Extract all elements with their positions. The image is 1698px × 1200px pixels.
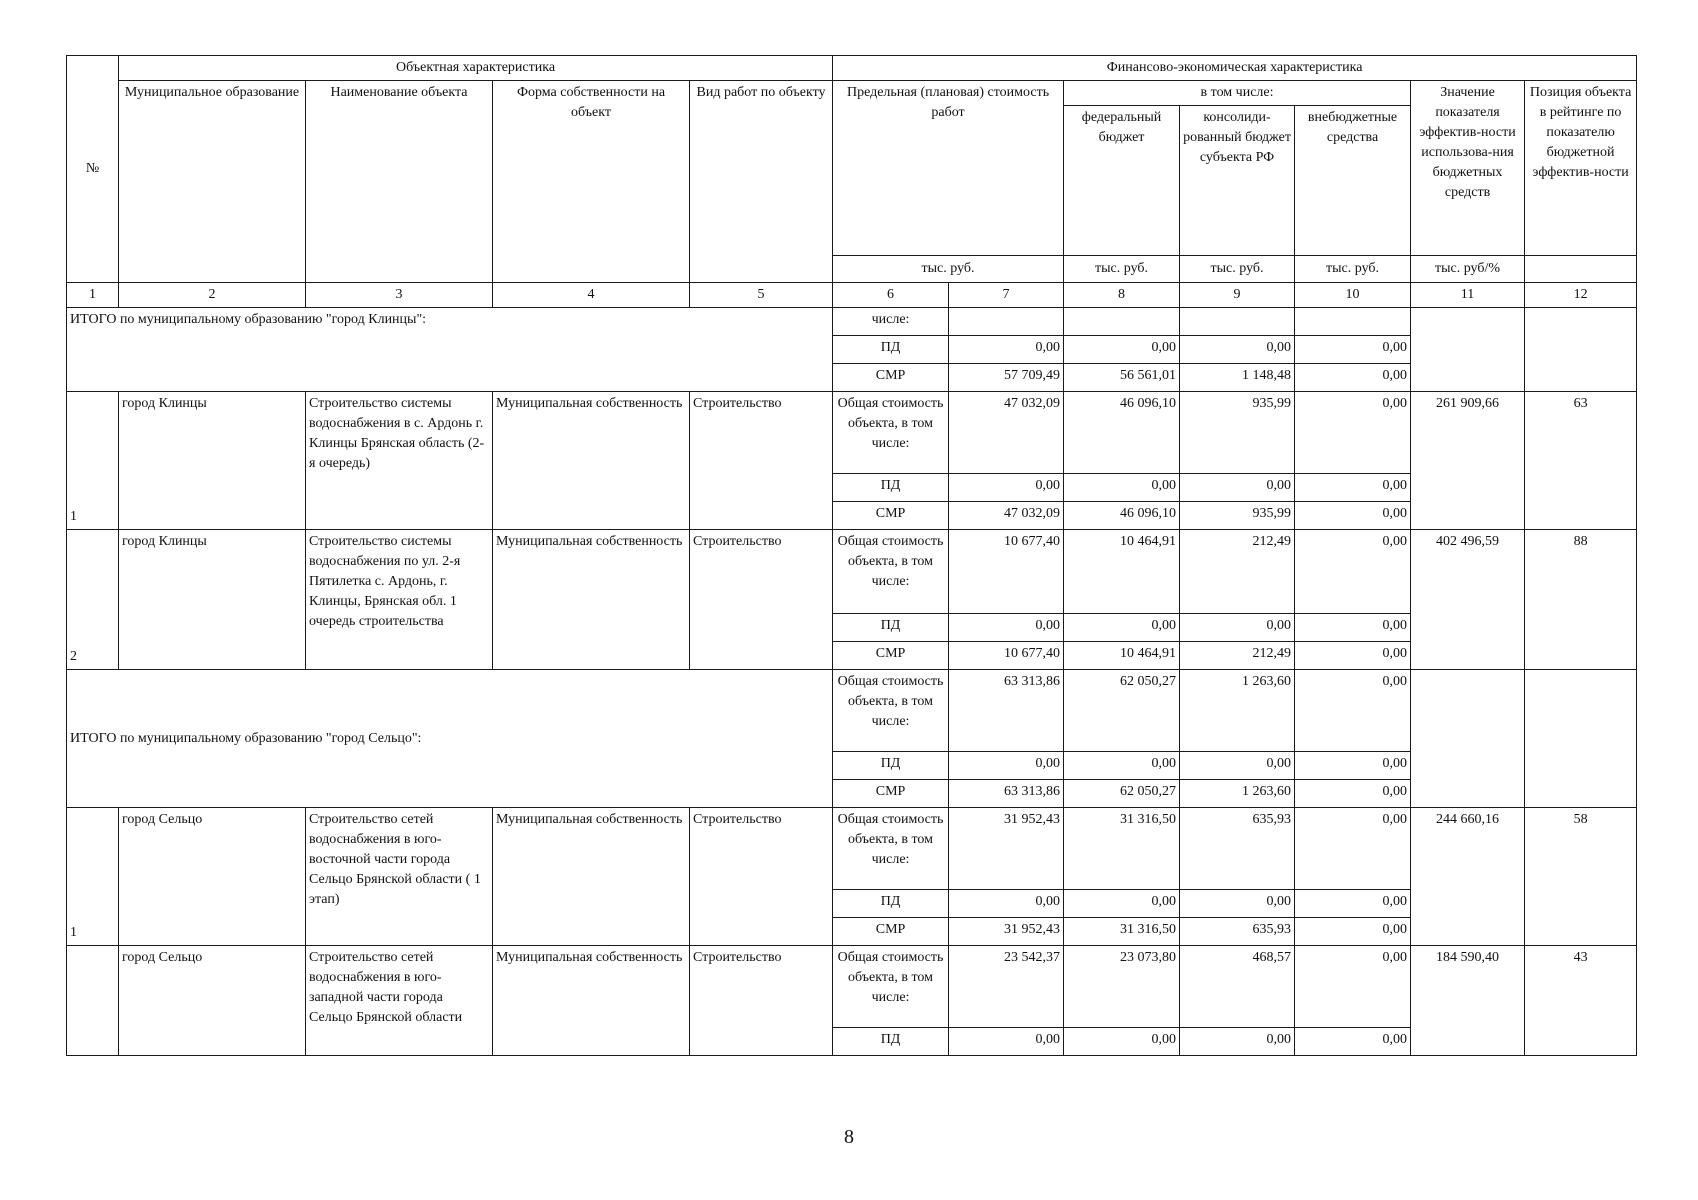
value-cell: 0,00 [1180, 614, 1295, 642]
position-value: 43 [1525, 946, 1637, 1056]
value-cell: 635,93 [1180, 808, 1295, 890]
value-cell: 1 148,48 [1180, 364, 1295, 392]
column-index: 3 [306, 283, 493, 308]
value-cell: 935,99 [1180, 502, 1295, 530]
cost-label: Общая стоимость объекта, в том числе: [833, 808, 949, 890]
pd-label: ПД [833, 336, 949, 364]
value-cell: 0,00 [1295, 946, 1411, 1028]
header-position: Позиция объекта в рейтинге по показателю бюджетной эффектив-ности [1525, 81, 1637, 256]
value-cell: 56 561,01 [1064, 364, 1180, 392]
object-municipality: город Клинцы [119, 530, 306, 670]
value-cell: 0,00 [1064, 614, 1180, 642]
header-number: № [67, 56, 119, 283]
object-work-type: Строительство [690, 946, 833, 1056]
value-cell: 468,57 [1180, 946, 1295, 1028]
value-cell: 0,00 [1295, 642, 1411, 670]
object-number: 1 [67, 392, 119, 530]
empty-cell [1525, 670, 1637, 808]
column-index: 2 [119, 283, 306, 308]
value-cell: 62 050,27 [1064, 670, 1180, 752]
unit-position [1525, 256, 1637, 283]
object-ownership: Муниципальная собственность [493, 392, 690, 530]
value-cell: 63 313,86 [949, 780, 1064, 808]
object-municipality: город Сельцо [119, 808, 306, 946]
pd-label: ПД [833, 752, 949, 780]
header-financial-characteristic: Финансово-экономическая характеристика [833, 56, 1637, 81]
header-consolidated: консолиди-рованный бюджет субъекта РФ [1180, 106, 1295, 256]
value-cell: 10 464,91 [1064, 530, 1180, 614]
value-cell: 46 096,10 [1064, 392, 1180, 474]
smr-label: СМР [833, 918, 949, 946]
value-cell: 0,00 [1064, 1028, 1180, 1056]
header-object-name: Наименование объекта [306, 81, 493, 283]
pd-label: ПД [833, 1028, 949, 1056]
table-row [67, 530, 1637, 614]
value-cell: 0,00 [1295, 530, 1411, 614]
value-cell: 0,00 [1064, 336, 1180, 364]
value-cell: 0,00 [1295, 918, 1411, 946]
value-cell: 57 709,49 [949, 364, 1064, 392]
column-index: 9 [1180, 283, 1295, 308]
unit-federal: тыс. руб. [1064, 256, 1180, 283]
empty-cell [1525, 308, 1637, 392]
value-cell: 23 073,80 [1064, 946, 1180, 1028]
value-cell: 47 032,09 [949, 392, 1064, 474]
value-cell: 31 316,50 [1064, 918, 1180, 946]
value-cell: 0,00 [1295, 392, 1411, 474]
header-municipality: Муниципальное образование [119, 81, 306, 283]
header-limit-cost: Предельная (плановая) стоимость работ [833, 81, 1064, 256]
indicator-value: 402 496,59 [1411, 530, 1525, 670]
object-number: 1 [67, 808, 119, 946]
value-cell: 31 316,50 [1064, 808, 1180, 890]
header-federal: федеральный бюджет [1064, 106, 1180, 256]
table-row [67, 392, 1637, 474]
indicator-value: 244 660,16 [1411, 808, 1525, 946]
column-index-row [67, 283, 1637, 308]
table-row [67, 808, 1637, 890]
value-cell: 0,00 [1295, 474, 1411, 502]
column-index: 10 [1295, 283, 1411, 308]
table-row [67, 308, 1637, 336]
cost-label: Общая стоимость объекта, в том числе: [833, 392, 949, 474]
value-cell: 46 096,10 [1064, 502, 1180, 530]
header-work-type: Вид работ по объекту [690, 81, 833, 283]
value-cell: 0,00 [1180, 474, 1295, 502]
empty-cell [1411, 308, 1525, 392]
object-name: Строительство сетей водоснабжения в юго-западной части города Сельцо Брянской области [306, 946, 493, 1056]
value-cell: 0,00 [1180, 1028, 1295, 1056]
object-number [67, 946, 119, 1056]
position-value: 63 [1525, 392, 1637, 530]
position-value: 88 [1525, 530, 1637, 670]
value-cell: 10 677,40 [949, 530, 1064, 614]
value-cell: 0,00 [949, 614, 1064, 642]
column-index: 11 [1411, 283, 1525, 308]
column-index: 6 [833, 283, 949, 308]
value-cell: 0,00 [949, 752, 1064, 780]
budget-efficiency-table [66, 55, 1637, 1056]
section-total-label: ИТОГО по муниципальному образованию "город Клинцы": [67, 308, 833, 392]
pd-label: ПД [833, 890, 949, 918]
smr-label: СМР [833, 502, 949, 530]
value-cell: 0,00 [1295, 364, 1411, 392]
pd-label: ПД [833, 614, 949, 642]
object-municipality: город Сельцо [119, 946, 306, 1056]
section-total-label: ИТОГО по муниципальному образованию "город Сельцо": [67, 670, 833, 808]
column-index: 4 [493, 283, 690, 308]
smr-label: СМР [833, 642, 949, 670]
value-cell: 47 032,09 [949, 502, 1064, 530]
value-cell: 0,00 [1180, 752, 1295, 780]
value-cell: 0,00 [1295, 502, 1411, 530]
empty-cell [949, 308, 1064, 336]
value-cell: 0,00 [949, 474, 1064, 502]
value-cell: 31 952,43 [949, 808, 1064, 890]
value-cell: 63 313,86 [949, 670, 1064, 752]
value-cell: 212,49 [1180, 642, 1295, 670]
page-number: 8 [844, 1126, 854, 1148]
object-number: 2 [67, 530, 119, 670]
value-cell: 0,00 [1295, 1028, 1411, 1056]
value-cell: 0,00 [949, 890, 1064, 918]
header-including: в том числе: [1064, 81, 1411, 106]
value-cell: 0,00 [949, 1028, 1064, 1056]
indicator-value: 184 590,40 [1411, 946, 1525, 1056]
value-cell: 0,00 [1064, 752, 1180, 780]
column-index: 7 [949, 283, 1064, 308]
empty-cell [1064, 308, 1180, 336]
value-cell: 31 952,43 [949, 918, 1064, 946]
unit-indicator: тыс. руб/% [1411, 256, 1525, 283]
header-object-characteristic: Объектная характеристика [119, 56, 833, 81]
object-work-type: Строительство [690, 530, 833, 670]
value-cell: 0,00 [1295, 752, 1411, 780]
smr-label: СМР [833, 364, 949, 392]
value-cell: 0,00 [949, 336, 1064, 364]
value-cell: 0,00 [1295, 890, 1411, 918]
empty-cell [1180, 308, 1295, 336]
column-index: 1 [67, 283, 119, 308]
value-cell: 0,00 [1295, 614, 1411, 642]
value-cell: 10 464,91 [1064, 642, 1180, 670]
unit-limit-cost: тыс. руб. [833, 256, 1064, 283]
column-index: 12 [1525, 283, 1637, 308]
object-name: Строительство системы водоснабжения по ул. 2-я Пятилетка с. Ардонь, г. Клинцы, Брянская обл. 1 очередь строительства [306, 530, 493, 670]
table-row [67, 946, 1637, 1028]
object-work-type: Строительство [690, 808, 833, 946]
object-ownership: Муниципальная собственность [493, 946, 690, 1056]
value-cell: 10 677,40 [949, 642, 1064, 670]
value-cell: 0,00 [1180, 890, 1295, 918]
value-cell: 0,00 [1295, 808, 1411, 890]
cost-label: числе: [833, 308, 949, 336]
header-indicator: Значение показателя эффектив-ности использова-ния бюджетных средств [1411, 81, 1525, 256]
value-cell: 0,00 [1295, 670, 1411, 752]
object-name: Строительство сетей водоснабжения в юго-восточной части города Сельцо Брянской области ( 1 этап) [306, 808, 493, 946]
column-index: 8 [1064, 283, 1180, 308]
budget-table-sheet [66, 55, 1637, 1056]
cost-label: Общая стоимость объекта, в том числе: [833, 670, 949, 752]
pd-label: ПД [833, 474, 949, 502]
table-row [67, 670, 1637, 752]
value-cell: 935,99 [1180, 392, 1295, 474]
empty-cell [1295, 308, 1411, 336]
header-offbudget: внебюджетные средства [1295, 106, 1411, 256]
object-ownership: Муниципальная собственность [493, 530, 690, 670]
object-ownership: Муниципальная собственность [493, 808, 690, 946]
empty-cell [1411, 670, 1525, 808]
value-cell: 635,93 [1180, 918, 1295, 946]
smr-label: СМР [833, 780, 949, 808]
header-ownership: Форма собственности на объект [493, 81, 690, 283]
value-cell: 1 263,60 [1180, 670, 1295, 752]
value-cell: 0,00 [1295, 780, 1411, 808]
cost-label: Общая стоимость объекта, в том числе: [833, 530, 949, 614]
object-municipality: город Клинцы [119, 392, 306, 530]
value-cell: 62 050,27 [1064, 780, 1180, 808]
value-cell: 212,49 [1180, 530, 1295, 614]
unit-consolidated: тыс. руб. [1180, 256, 1295, 283]
position-value: 58 [1525, 808, 1637, 946]
value-cell: 1 263,60 [1180, 780, 1295, 808]
column-index: 5 [690, 283, 833, 308]
indicator-value: 261 909,66 [1411, 392, 1525, 530]
cost-label: Общая стоимость объекта, в том числе: [833, 946, 949, 1028]
value-cell: 23 542,37 [949, 946, 1064, 1028]
object-work-type: Строительство [690, 392, 833, 530]
value-cell: 0,00 [1180, 336, 1295, 364]
value-cell: 0,00 [1064, 890, 1180, 918]
object-name: Строительство системы водоснабжения в с. Ардонь г. Клинцы Брянская область (2-я очередь) [306, 392, 493, 530]
value-cell: 0,00 [1295, 336, 1411, 364]
unit-offbudget: тыс. руб. [1295, 256, 1411, 283]
value-cell: 0,00 [1064, 474, 1180, 502]
